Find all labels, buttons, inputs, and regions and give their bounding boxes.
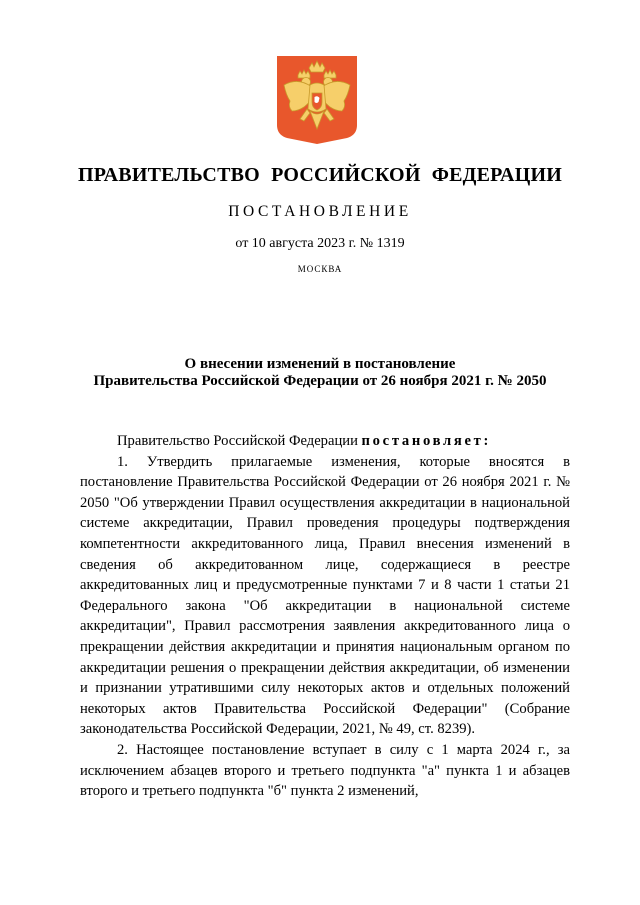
subject-line-2: Правительства Российской Федерации от 26 ноября 2021 г. № 2050	[93, 373, 547, 389]
intro-paragraph	[80, 431, 570, 452]
document-body	[80, 431, 570, 802]
document-date-number: от 10 августа 2023 г. № 1319	[235, 236, 405, 251]
decree-word: постановляет:	[361, 433, 492, 449]
subject-line-1: О внесении изменений в постановление	[184, 356, 456, 372]
document-type: ПОСТАНОВЛЕНИЕ	[228, 203, 412, 220]
paragraph-item-1: 1. Утвердить прилагаемые изменения, которые вносятся в постановление Правительства Российской Федерации от 26 ноября 2021 г. № 2050 "Об утверждении Правил осуществления аккредитации в национальной системе аккредитации, Правил проведения процедуры подтверждения компетентности аккредитованного лица, Правил внесения изменений в сведения об аккредитованном лице, содержащиеся в реестре аккредитованных лиц и предусмотренные пунктами 7 и 8 части 1 статьи 21 Федерального закона "Об аккредитации в национальной системе аккредитации", Правил рассмотрения заявления аккредитованного лица о прекращении действия аккредитации и принятия национальным органом по аккредитации решения о прекращении действия аккредитации, об изменении и признании утратившими силу некоторых актов и отдельных положений некоторых актов Правительства Российской Федерации" (Собрание законодательства Российской Федерации, 2021, № 49, ст. 8239).	[80, 453, 570, 738]
organization-name: ПРАВИТЕЛЬСТВО РОССИЙСКОЙ ФЕДЕРАЦИИ	[78, 164, 562, 186]
paragraph-item-2: 2. Настоящее постановление вступает в силу с 1 марта 2024 г., за исключением абзацев второго и третьего подпункта "а" пункта 1 и абзацев второго и третьего подпункта "б" пункта 2 изменений,	[80, 741, 570, 800]
coat-of-arms-icon	[276, 55, 358, 145]
city: МОСКВА	[297, 264, 343, 274]
document-subject	[80, 356, 560, 390]
intro-text: Правительство Российской Федерации	[117, 433, 358, 449]
